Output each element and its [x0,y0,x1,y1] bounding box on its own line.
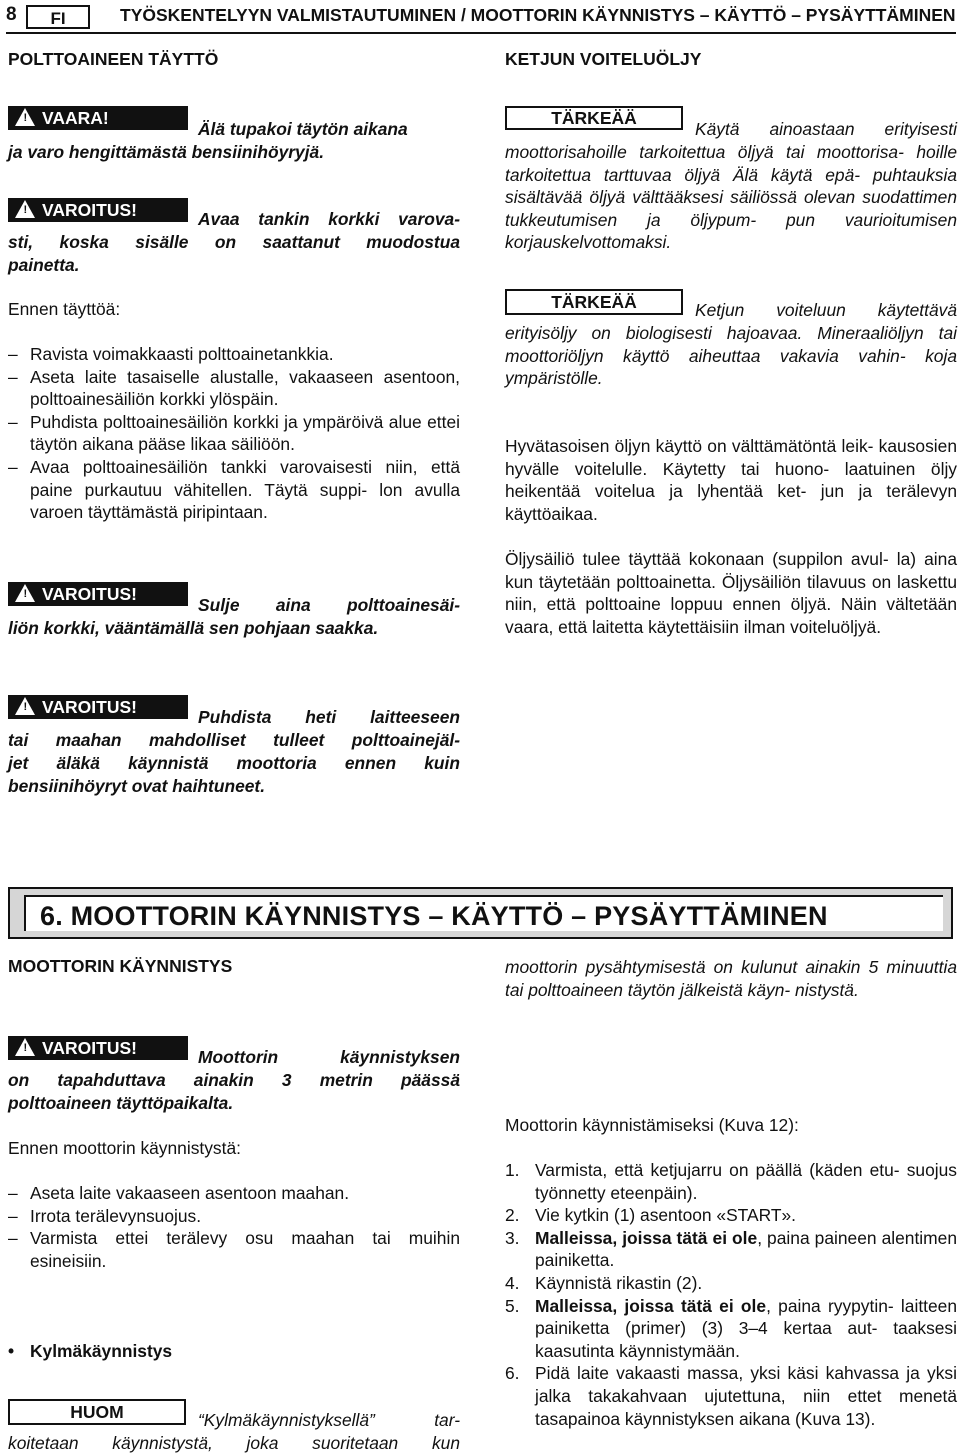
important1-line1: Käytä ainoastaan erityisesti [695,119,957,139]
chapter-banner [8,887,953,939]
note-line2: koitetaan käynnistystä, joka suoritetaan kun [8,1433,460,1453]
running-title: TYÖSKENTELYYN VALMISTAUTUMINEN / MOOTTORIN KÄYNNISTYS – KÄYTTÖ – PYSÄYTTÄMINEN [120,5,956,25]
list-item: – Varmista ettei terälevy osu maahan tai muihin esineisiin. [8,1228,460,1271]
exclamation-icon: ! [23,112,28,124]
exclamation-icon: ! [23,588,28,600]
fuel-steps-list [8,343,460,524]
warning2-line1: Sulje aina polttoainesäi- [198,595,460,615]
important2-text: erityisöljy on biologisesti hajoavaa. Mineraaliöljyn tai moottoriöljyn käyttö aiheuttaa vakavia vahin- koja ympäristölle. [505,323,957,389]
warning-label: VAROITUS! [42,697,137,717]
chapter-banner-inner [24,895,943,931]
list-item: 1. Varmista, että ketjujarru on päällä (käden etu- suojus työnnetty eteenpäin). [505,1160,957,1203]
warning3-line1: Puhdista heti laitteeseen [198,707,460,727]
list-item: – Ravista voimakkaasti polttoainetankkia. [8,344,334,364]
danger-text-line2: ja varo hengittämästä bensiinihöyryjä. [8,142,325,162]
chapter-title: 6. MOOTTORIN KÄYNNISTYS – KÄYTTÖ – PYSÄYTTÄMINEN [40,901,828,931]
warning1-line1: Avaa tankin korkki varova- [198,209,460,229]
cold-start-label: Kylmäkäynnistys [30,1341,173,1361]
warning3-line3: jet äläkä käynnistä moottoria ennen kuin [8,753,460,773]
list-item: – Irrota terälevynsuojus. [8,1205,202,1226]
warning-label: VAROITUS! [42,200,137,220]
cold-start-item [8,1340,172,1363]
warning-label: VAROITUS! [42,584,137,604]
list-item: – Avaa polttoainesäiliön tankki varovaisesti niin, että paine purkautuu vähitellen. Täytä suppi- lon avulla varoen täyttämästä piripintaan. [8,456,460,523]
exclamation-icon: ! [23,204,28,216]
note-box: HUOM [8,1399,186,1425]
start-warning-line2: on tapahduttava ainakin 3 metrin päässä [8,1070,460,1090]
danger-label: VAARA! [42,108,109,128]
note-line1: “Kylmäkäynnistyksellä” tar- [198,1410,460,1430]
page-number: 8 [6,4,17,25]
oil-paragraph-2: Öljysäiliö tulee täyttää kokonaan (suppilon avul- la) aina kun täytetään polttoainetta. Öljysäiliön tilavuus on laskettu niin, että polttoaine loppuu ennen öljyä. Näin vältetään vaara, että laitetta käytettäisiin ilman voiteluöljyä. [505,549,957,637]
warning3-line4: bensiinihöyryt ovat haihtuneet. [8,776,266,796]
start-warning-line1: Moottorin käynnistyksen [198,1047,460,1067]
danger-text-line1: Älä tupakoi täytön aikana [198,119,408,139]
bullet-icon: • [8,1341,15,1361]
list-item: – Aseta laite tasaiselle alustalle, vakaaseen asentoon, polttoainesäiliön korkki ylöspäin. [8,366,460,410]
list-item: – Aseta laite vakaaseen asentoon maahan. [8,1183,350,1203]
procedure-list [505,1159,957,1430]
warning2-line2: liön korkki, vääntämällä sen pohjaan saakka. [8,618,379,638]
warning-label: VAROITUS! [42,1038,137,1058]
start-steps-list [8,1182,460,1272]
section-title-fuel: POLTTOAINEEN TÄYTTÖ [8,49,219,69]
warning-badge [8,1036,188,1060]
warning1-line3: painetta. [8,255,80,275]
procedure-label: Moottorin käynnistämiseksi (Kuva 12): [505,1115,799,1135]
exclamation-icon: ! [23,701,28,713]
language-box: FI [26,5,90,29]
warning1-line2: sti, koska sisälle on saattanut muodostua [8,232,460,252]
list-item: 5. Malleissa, joissa tätä ei ole, paina ryypytin- laitteen painiketta (primer) (3) 3–4 kertaa aut- taaksesi kaasutinta käynnistymään. [505,1295,957,1361]
before-filling-label: Ennen täyttöä: [8,299,121,319]
warning-badge [8,198,188,222]
warning-badge [8,582,188,606]
list-item: – Puhdista polttoainesäiliön korkki ja ympäröivä alue ettei täytön aikana pääse likaa säiliöön. [8,411,460,455]
important2-line1: Ketjun voiteluun käytettävä [695,300,957,320]
warning3-line2: tai maahan mahdolliset tulleet polttoainejäl- [8,730,460,750]
important-box: TÄRKEÄÄ [505,289,683,315]
before-start-label: Ennen moottorin käynnistystä: [8,1138,241,1158]
oil-paragraph-1: Hyvätasoisen öljyn käyttö on välttämätöntä leik- kausosien hyvälle voitelulle. Käytetty tai huono- laatuinen öljy heikentää voitelua ja lyhentää ket- jun ja terälevyn käyttöaikaa. [505,436,957,524]
exclamation-icon: ! [23,1042,28,1054]
note-continued-text: moottorin pysähtymisestä on kulunut ainakin 5 minuuttia tai polttoaineen täytön jälkeistä käyn- nistystä. [505,957,957,1000]
warning-badge [8,695,188,719]
start-warning-line3: polttoaineen täyttöpaikalta. [8,1093,234,1113]
list-item: 6. Pidä laite vakaasti massa, yksi käsi kahvassa ja yksi jalka takakahvaan ujutettuna, niin ettet menetä tasapainoa käynnistyksen aikana (Kuva 13). [505,1363,957,1429]
danger-badge [8,106,188,130]
list-item: 2. Vie kytkin (1) asentoon «START». [505,1205,796,1226]
important-box: TÄRKEÄÄ [505,106,683,130]
section-title-oil: KETJUN VOITELUÖLJY [505,49,702,69]
header-rule [6,32,956,34]
list-item: 3. Malleissa, joissa tätä ei ole, paina paineen alentimen painiketta. [505,1227,957,1271]
important1-text: moottorisahoille tarkoitettua öljyä tai moottorisa- hoille tarkoitettua tarttuvaa öljyä Älä käytä epä- puhtauksia sisältävää öljyä välttääksesi säiliössä olevan suodattimen tukkeutumisen ja öljypum- pun vaurioitumisen korjauskelvottomaksi. [505,142,957,253]
list-item: 4. Käynnistä rikastin (2). [505,1272,703,1293]
section-title-start: MOOTTORIN KÄYNNISTYS [8,956,233,976]
